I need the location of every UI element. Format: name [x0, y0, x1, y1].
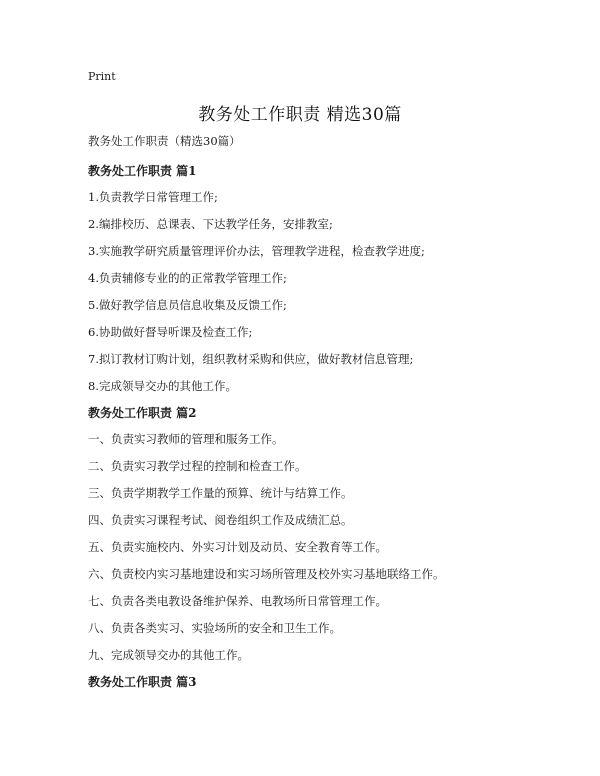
list-item: 6.协助做好督导听课及检查工作; — [88, 325, 253, 339]
list-item: 八、负责各类实习、实验场所的安全和卫生工作。 — [88, 621, 341, 635]
list-item: 九、完成领导交办的其他工作。 — [88, 648, 249, 662]
list-item: 7.拟订教材订购计划，组织教材采购和供应，做好教材信息管理; — [88, 352, 414, 366]
list-item: 2.编排校历、总课表、下达教学任务，安排教室; — [88, 217, 333, 231]
list-item: 七、负责各类电教设备维护保养、电教场所日常管理工作。 — [88, 594, 387, 608]
list-item: 8.完成领导交办的其他工作。 — [88, 379, 237, 393]
list-item: 五、负责实施校内、外实习计划及动员、安全教育等工作。 — [88, 540, 387, 554]
page-title: 教务处工作职责 精选30篇 — [198, 105, 402, 125]
list-item: 二、负责实习教学过程的控制和检查工作。 — [88, 459, 307, 473]
print-link[interactable]: Print — [88, 70, 116, 83]
list-item: 3.实施教学研究质量管理评价办法，管理教学进程，检查教学进度; — [88, 244, 425, 258]
list-item: 四、负责实习课程考试、阅卷组织工作及成绩汇总。 — [88, 513, 353, 527]
list-item: 六、负责校内实习基地建设和实习场所管理及校外实习基地联络工作。 — [88, 567, 445, 581]
document-subtitle: 教务处工作职责（精选30篇） — [88, 134, 241, 148]
document-body — [88, 160, 568, 697]
list-item: 5.做好教学信息员信息收集及反馈工作; — [88, 298, 287, 312]
section-heading-1: 教务处工作职责 篇1 — [88, 164, 197, 178]
section-heading-2: 教务处工作职责 篇2 — [88, 406, 197, 420]
list-item: 1.负责教学日常管理工作; — [88, 190, 218, 204]
section-heading-3: 教务处工作职责 篇3 — [88, 675, 197, 689]
list-item: 三、负责学期教学工作量的预算、统计与结算工作。 — [88, 486, 353, 500]
list-item: 一、负责实习教师的管理和服务工作。 — [88, 432, 284, 446]
list-item: 4.负责辅修专业的的正常教学管理工作; — [88, 271, 287, 285]
